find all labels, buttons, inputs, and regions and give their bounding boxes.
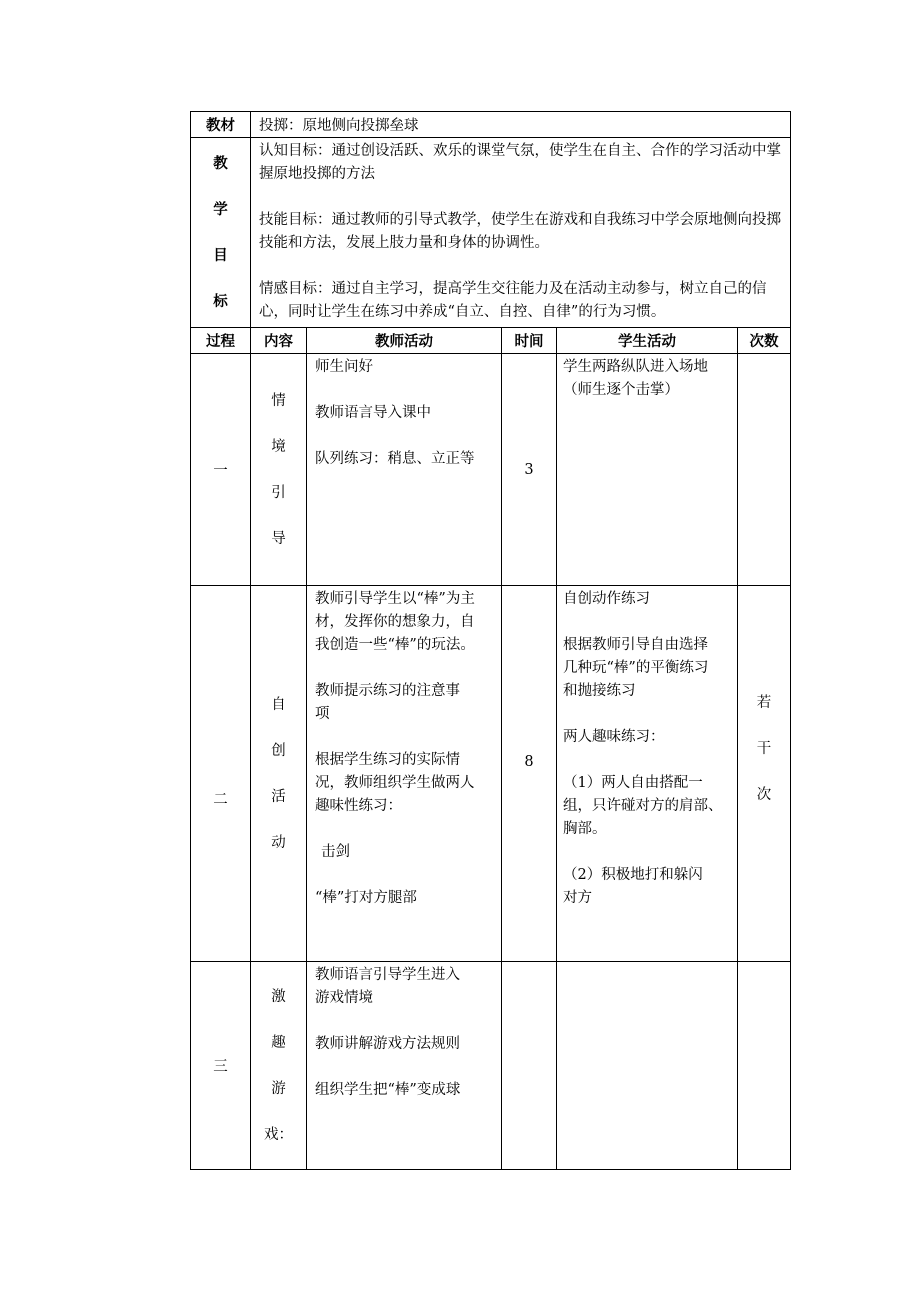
teacher-line: 师生问好 bbox=[315, 359, 373, 375]
goals-content bbox=[251, 138, 791, 328]
student-line: 两人趣味练习： bbox=[563, 729, 665, 745]
student-activity bbox=[557, 354, 738, 586]
teacher-line: 况，教师组织学生做两人 bbox=[315, 775, 475, 791]
content-char: 自 bbox=[271, 696, 286, 713]
teacher-line: 项 bbox=[315, 706, 330, 722]
process-row bbox=[191, 354, 791, 586]
process-number: 一 bbox=[191, 354, 251, 586]
teacher-line: 教师讲解游戏方法规则 bbox=[315, 1036, 460, 1052]
goal-label-char: 标 bbox=[213, 293, 228, 310]
content-char: 趣 bbox=[271, 1034, 286, 1051]
col-header-process: 过程 bbox=[191, 328, 251, 354]
count-cell bbox=[738, 354, 791, 586]
teacher-line: 材，发挥你的想象力，自 bbox=[315, 614, 475, 630]
lesson-plan-table bbox=[190, 111, 791, 1170]
col-header-count: 次数 bbox=[738, 328, 791, 354]
teacher-line: 教师语言引导学生进入 bbox=[315, 967, 460, 983]
process-row bbox=[191, 962, 791, 1170]
time-value: 8 bbox=[502, 586, 557, 962]
teacher-line: “棒”打对方腿部 bbox=[315, 890, 417, 906]
count-char: 若 bbox=[756, 694, 772, 711]
student-line: 对方 bbox=[563, 890, 592, 906]
student-line: （1）两人自由搭配一 bbox=[563, 775, 703, 791]
student-line: 学生两路纵队进入场地 bbox=[563, 359, 708, 375]
material-row bbox=[191, 112, 791, 138]
goal-label-char: 目 bbox=[213, 247, 228, 264]
content-char: 引 bbox=[271, 484, 286, 501]
goal-cognitive: 认知目标：通过创设活跃、欢乐的课堂气氛，使学生在自主、合作的学习活动中掌握原地投掷的方法 bbox=[259, 143, 781, 182]
content-char: 戏： bbox=[264, 1126, 293, 1143]
count-cell bbox=[738, 962, 791, 1170]
process-number: 二 bbox=[191, 586, 251, 962]
col-header-teacher: 教师活动 bbox=[307, 328, 502, 354]
material-label: 教材 bbox=[191, 112, 251, 138]
student-line: （师生逐个击掌） bbox=[563, 382, 679, 398]
teacher-line: 根据学生练习的实际情 bbox=[315, 752, 460, 768]
teacher-line: 击剑 bbox=[321, 844, 350, 860]
student-line: 组，只许碰对方的肩部、 bbox=[563, 798, 723, 814]
student-line: 几种玩“棒”的平衡练习 bbox=[563, 660, 709, 676]
col-header-content: 内容 bbox=[251, 328, 307, 354]
content-char: 激 bbox=[271, 988, 286, 1005]
student-activity bbox=[557, 586, 738, 962]
teacher-line: 游戏情境 bbox=[315, 990, 373, 1006]
content-char: 动 bbox=[271, 834, 286, 851]
content-cell bbox=[251, 962, 307, 1170]
time-value: 3 bbox=[502, 354, 557, 586]
student-line: （2）积极地打和躲闪 bbox=[563, 867, 703, 883]
goal-label-char: 教 bbox=[213, 155, 228, 172]
teacher-line: 组织学生把“棒”变成球 bbox=[315, 1082, 461, 1098]
teacher-line: 教师语言导入课中 bbox=[315, 405, 431, 421]
teacher-activity bbox=[307, 962, 502, 1170]
teacher-line: 队列练习：稍息、立正等 bbox=[315, 451, 475, 467]
goal-skill: 技能目标：通过教师的引导式教学，使学生在游戏和自我练习中学会原地侧向投掷技能和方法，发展上肢力量和身体的协调性。 bbox=[259, 212, 781, 251]
goals-label bbox=[191, 138, 251, 328]
content-cell bbox=[251, 586, 307, 962]
count-char: 干 bbox=[756, 740, 772, 757]
content-char: 境 bbox=[271, 438, 286, 455]
col-header-time: 时间 bbox=[502, 328, 557, 354]
content-char: 创 bbox=[271, 742, 286, 759]
teacher-line: 我创造一些“棒”的玩法。 bbox=[315, 637, 475, 653]
teacher-activity bbox=[307, 354, 502, 586]
content-char: 活 bbox=[271, 788, 286, 805]
goal-label-char: 学 bbox=[213, 201, 228, 218]
teacher-line: 教师引导学生以“棒”为主 bbox=[315, 591, 475, 607]
goals-row bbox=[191, 138, 791, 328]
content-char: 情 bbox=[271, 392, 286, 409]
content-char: 游 bbox=[271, 1080, 286, 1097]
count-char: 次 bbox=[756, 786, 772, 803]
col-header-student: 学生活动 bbox=[557, 328, 738, 354]
student-activity bbox=[557, 962, 738, 1170]
time-value bbox=[502, 962, 557, 1170]
teacher-line: 教师提示练习的注意事 bbox=[315, 683, 460, 699]
process-number: 三 bbox=[191, 962, 251, 1170]
goal-affective: 情感目标：通过自主学习，提高学生交往能力及在活动主动参与，树立自己的信心，同时让学生在练习中养成“自立、自控、自律”的行为习惯。 bbox=[259, 281, 767, 320]
material-value: 投掷：原地侧向投掷垒球 bbox=[251, 112, 791, 138]
student-line: 胸部。 bbox=[563, 821, 607, 837]
student-line: 和抛接练习 bbox=[563, 683, 636, 699]
process-row bbox=[191, 586, 791, 962]
content-cell bbox=[251, 354, 307, 586]
count-cell bbox=[738, 586, 791, 962]
teacher-activity bbox=[307, 586, 502, 962]
student-line: 自创动作练习 bbox=[563, 591, 650, 607]
content-char: 导 bbox=[271, 530, 286, 547]
column-header-row bbox=[191, 328, 791, 354]
teacher-line: 趣味性练习： bbox=[315, 798, 402, 814]
student-line: 根据教师引导自由选择 bbox=[563, 637, 708, 653]
